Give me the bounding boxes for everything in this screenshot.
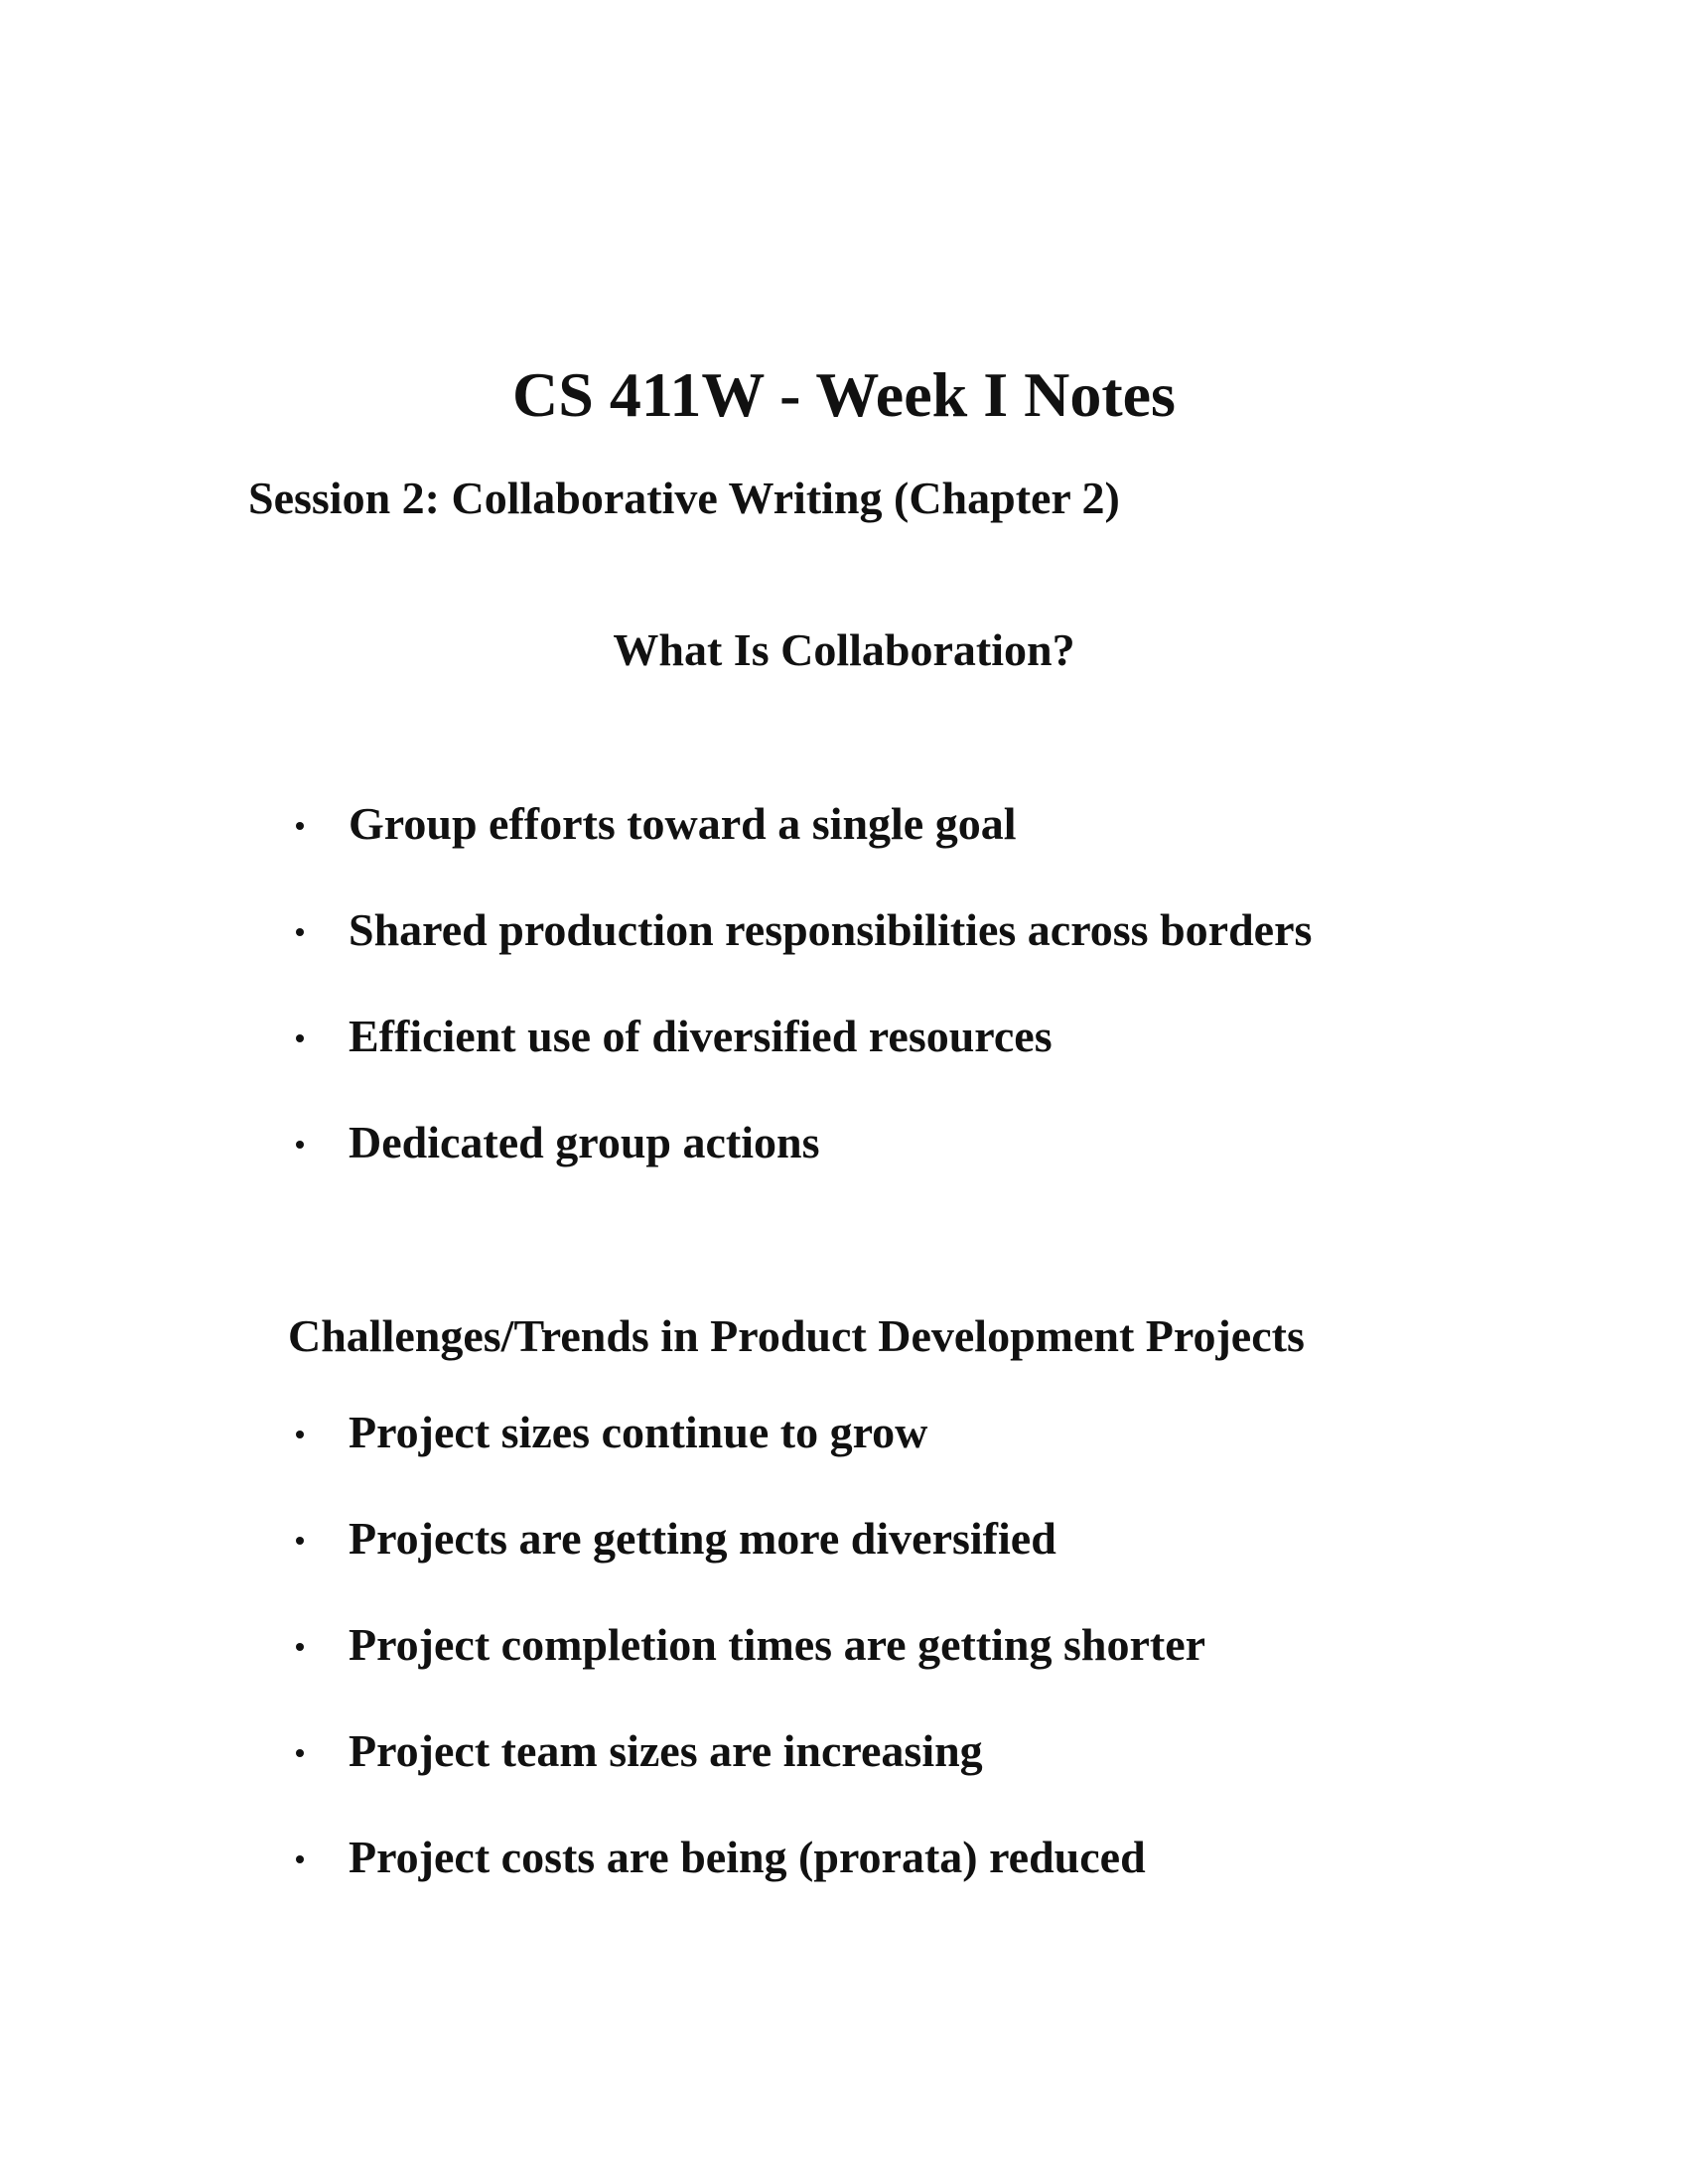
list-item-text: Project sizes continue to grow [349, 1407, 928, 1457]
bullet-icon [296, 1855, 304, 1863]
list-item-text: Project team sizes are increasing [349, 1725, 983, 1776]
bullet-icon [296, 1643, 304, 1651]
list-item-text: Project completion times are getting shorter [349, 1619, 1206, 1670]
list-item-text: Shared production responsibilities across borders [349, 904, 1313, 955]
section-heading-collaboration: What Is Collaboration? [613, 624, 1075, 675]
bullet-icon [296, 822, 304, 830]
list-item-text: Dedicated group actions [349, 1117, 820, 1167]
list-item-text: Group efforts toward a single goal [349, 798, 1017, 849]
list-item-text: Efficient use of diversified resources [349, 1011, 1053, 1061]
bullet-icon [296, 1537, 304, 1545]
bullet-icon [296, 1141, 304, 1149]
session-heading: Session 2: Collaborative Writing (Chapter 2) [248, 473, 1120, 523]
list-item-text: Project costs are being (prorata) reduced [349, 1832, 1146, 1882]
bullet-icon [296, 928, 304, 936]
list-item-text: Projects are getting more diversified [349, 1513, 1056, 1564]
bullet-icon [296, 1749, 304, 1757]
page-title: CS 411W - Week I Notes [512, 359, 1176, 430]
section-heading-challenges: Challenges/Trends in Product Development Projects [288, 1310, 1305, 1361]
bullet-icon [296, 1034, 304, 1042]
bullet-icon [296, 1431, 304, 1438]
